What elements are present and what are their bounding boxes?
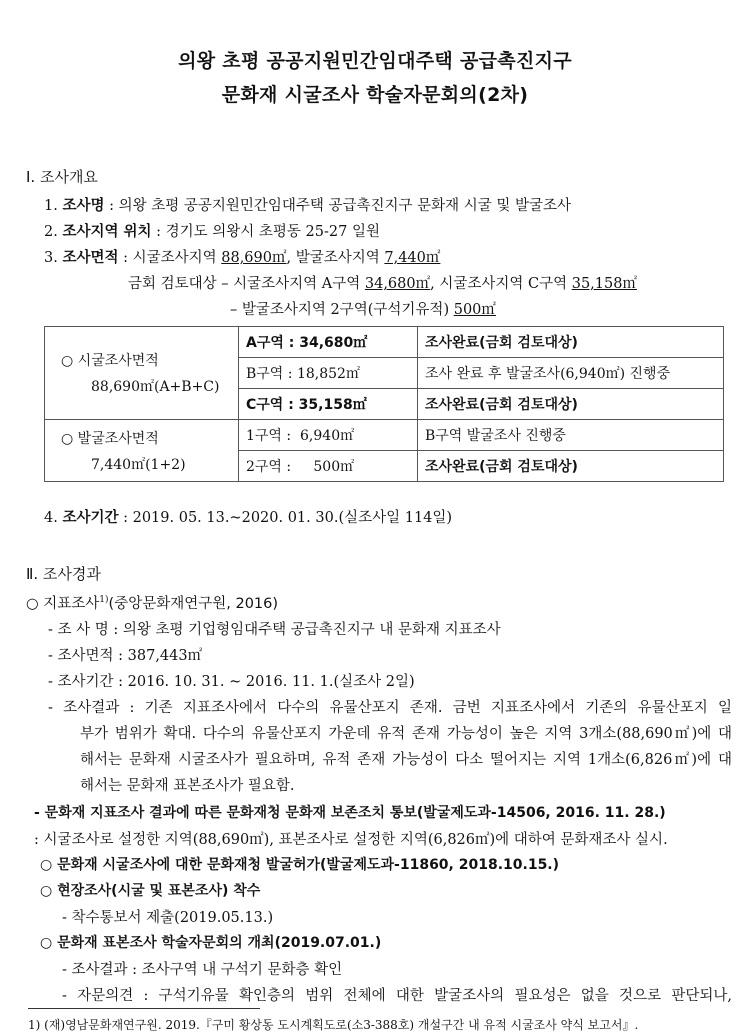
- item-value: 2019. 05. 13.~2020. 01. 30.(실조사일 114일): [132, 510, 453, 526]
- table-row: [45, 327, 724, 358]
- review-text: 금회 검토대상 – 시굴조사지역 A구역: [128, 276, 365, 292]
- section2-heading: Ⅱ. 조사경과: [26, 565, 101, 583]
- item-separator: :: [151, 224, 166, 240]
- zone-cell: A구역 : 34,680㎡: [239, 327, 418, 358]
- surface-survey-result-line2: 부가 범위가 확대. 다수의 유물산포지 가운데 유적 존재 가능성이 높은 지역 3개소(88,690㎡)에 대: [80, 726, 732, 742]
- surface-survey-period: - 조사기간 : 2016. 10. 31. ~ 2016. 11. 1.(실조사 2일): [48, 674, 415, 690]
- status-cell: 조사 완료 후 발굴조사(6,940㎡) 진행중: [418, 358, 724, 389]
- field-survey-notice: - 착수통보서 제출(2019.05.13.): [62, 910, 274, 926]
- surface-survey-result-line1: - 조사결과 : 기존 지표조사에서 다수의 유물산포지 존재. 금번 지표조사에서 기존의 유물산포지 일: [48, 700, 732, 716]
- review-target-line: [128, 272, 637, 293]
- status-cell: 조사완료(금회 검토대상): [418, 451, 724, 482]
- status-cell: 조사완료(금회 검토대상): [418, 327, 724, 358]
- trial-survey-label: ○ 시굴조사면적: [61, 353, 159, 369]
- review-target-line2: [230, 298, 496, 319]
- advisory-meeting-result: - 조사결과 : 조사구역 내 구석기 문화층 확인: [62, 962, 343, 978]
- preservation-notice-detail: : 시굴조사로 설정한 지역(88,690㎡), 표본조사로 설정한 지역(6,826㎡)에 대하여 문화재조사 실시.: [34, 832, 668, 848]
- footnote: 1) (재)영남문화재연구원. 2019.『구미 황상동 도시계획도로(소3-388호) 개설구간 내 유적 시굴조사 약식 보고서』.: [28, 1018, 639, 1032]
- item-number: 4.: [44, 510, 58, 526]
- item-separator: :: [104, 198, 119, 214]
- document-title-line2: 문화재 시굴조사 학술자문회의(2차): [221, 84, 529, 106]
- item-number: 1.: [44, 198, 58, 214]
- status-cell: B구역 발굴조사 진행중: [418, 420, 724, 451]
- trial-survey-value: 88,690㎡(A+B+C): [91, 379, 220, 395]
- review-text: – 발굴조사지역 2구역(구석기유적): [230, 302, 454, 318]
- review-zone2-value: 500㎡: [453, 302, 496, 318]
- table-row: [45, 420, 724, 451]
- excavation-area-cell: [45, 420, 239, 482]
- surface-survey-source: (중앙문화재연구원, 2016): [108, 596, 279, 612]
- item-survey-period: [44, 506, 452, 527]
- surface-survey-heading: [26, 592, 278, 613]
- advisory-meeting: ○ 문화재 표본조사 학술자문회의 개최(2019.07.01.): [40, 935, 382, 951]
- item-label: 조사지역 위치: [62, 224, 152, 240]
- item-survey-location: [44, 220, 380, 241]
- item-survey-name: [44, 194, 571, 215]
- area-text: 시굴조사지역: [132, 250, 222, 266]
- excavation-permit: ○ 문화재 시굴조사에 대한 문화재청 발굴허가(발굴제도과-11860, 2018.10.15.): [40, 857, 560, 873]
- area-excavation-value: 7,440㎡: [384, 250, 441, 266]
- zone-cell: C구역 : 35,158㎡: [239, 389, 418, 420]
- surface-survey-name: - 조 사 명 : 의왕 초평 기업형임대주택 공급촉진지구 내 문화재 지표조사: [48, 622, 501, 638]
- excavation-value: 7,440㎡(1+2): [91, 456, 186, 473]
- zone-cell: B구역 : 18,852㎡: [239, 358, 418, 389]
- item-value: 경기도 의왕시 초평동 25-27 일원: [165, 224, 380, 240]
- trial-survey-area-cell: [45, 327, 239, 420]
- surface-survey-result-line3: 해서는 문화재 시굴조사가 필요하며, 유적 존재 가능성이 다소 떨어지는 지역 1개소(6,826㎡)에 대: [80, 752, 732, 768]
- item-separator: :: [118, 510, 133, 526]
- item-label: 조사명: [62, 198, 105, 214]
- item-label: 조사기간: [62, 510, 119, 526]
- surface-survey-area: - 조사면적 : 387,443㎡: [48, 648, 203, 664]
- surface-survey-title: ○ 지표조사: [26, 596, 100, 612]
- section1-heading: Ⅰ. 조사개요: [26, 168, 98, 186]
- review-zone-a-value: 34,680㎡: [364, 276, 431, 292]
- item-separator: :: [118, 250, 133, 266]
- excavation-label: ○ 발굴조사면적: [61, 430, 159, 447]
- item-survey-area: [44, 246, 440, 267]
- advisory-meeting-opinion: - 자문의견 : 구석기유물 확인층의 범위 전체에 대한 발굴조사의 필요성은 없을 것으로 판단되나,: [62, 988, 732, 1004]
- status-cell: 조사완료(금회 검토대상): [418, 389, 724, 420]
- footnote-ref: 1): [99, 595, 109, 606]
- survey-area-table: [44, 326, 724, 482]
- review-zone-c-value: 35,158㎡: [571, 276, 637, 292]
- review-text: , 시굴조사지역 C구역: [430, 276, 572, 292]
- document-title-line1: 의왕 초평 공공지원민간임대주택 공급촉진지구: [178, 50, 572, 72]
- preservation-notice: - 문화재 지표조사 결과에 따른 문화재청 문화재 보존조치 통보(발굴제도과-14506, 2016. 11. 28.): [34, 805, 666, 821]
- item-value: 의왕 초평 공공지원민간임대주택 공급촉진지구 문화재 시굴 및 발굴조사: [118, 198, 572, 214]
- zone-cell: 1구역 : 6,940㎡: [239, 420, 418, 451]
- zone-cell: 2구역 : 500㎡: [239, 451, 418, 482]
- item-number: 2.: [44, 224, 58, 240]
- item-label: 조사면적: [62, 250, 119, 266]
- area-text: , 발굴조사지역: [286, 250, 385, 266]
- area-trial-value: 88,690㎡: [221, 250, 287, 266]
- field-survey-start: ○ 현장조사(시굴 및 표본조사) 착수: [40, 883, 261, 899]
- footnote-divider: [28, 1008, 260, 1009]
- item-number: 3.: [44, 250, 58, 266]
- surface-survey-result-line4: 해서는 문화재 표본조사가 필요함.: [80, 778, 295, 794]
